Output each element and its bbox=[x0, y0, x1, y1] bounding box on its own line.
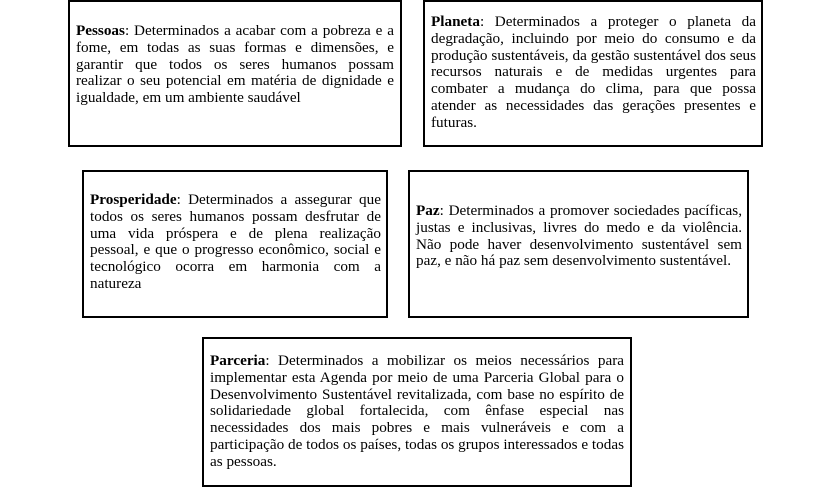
box-prosperidade-title: Prosperidade bbox=[90, 191, 177, 208]
box-pessoas-title: Pessoas bbox=[76, 22, 125, 39]
box-planeta-body: : Determinados a proteger o planeta da degradação, incluindo por meio do consumo e da produção sustentáveis, da gestão sustentável dos seus recursos naturais e de medidas urgentes para combater a mudança do clima, para que possa atender as necessidades das gerações presentes e futuras. bbox=[431, 13, 756, 131]
box-prosperidade-text bbox=[90, 192, 381, 293]
box-paz-text bbox=[416, 203, 742, 270]
box-paz-title: Paz bbox=[416, 202, 440, 219]
box-paz-body: : Determinados a promover sociedades pacíficas, justas e inclusivas, livres do medo e da violência. Não pode haver desenvolvimento sustentável sem paz, e não há paz sem desenvolvimento sustentável. bbox=[416, 202, 742, 270]
box-pessoas-body: : Determinados a acabar com a pobreza e a fome, em todas as suas formas e dimensões, e garantir que todos os seres humanos possam realizar o seu potencial em matéria de dignidade e igualdade, em um ambiente saudável bbox=[76, 22, 394, 107]
box-paz bbox=[408, 170, 749, 318]
box-parceria bbox=[202, 337, 632, 487]
box-pessoas bbox=[68, 0, 402, 147]
box-parceria-body: : Determinados a mobilizar os meios necessários para implementar esta Agenda por meio de uma Parceria Global para o Desenvolvimento Sustentável revitalizada, com base no espírito de solidariedade global fortalecida, com ênfase especial nas necessidades dos mais pobres e mais vulneráveis e com a participação de todos os países, todas os grupos interessados e todas as pessoas. bbox=[210, 352, 624, 470]
box-parceria-text bbox=[210, 353, 624, 471]
box-planeta-title: Planeta bbox=[431, 13, 480, 30]
box-parceria-title: Parceria bbox=[210, 352, 266, 369]
box-pessoas-text bbox=[76, 23, 394, 107]
box-prosperidade bbox=[82, 170, 388, 318]
box-planeta bbox=[423, 0, 763, 147]
box-prosperidade-body: : Determinados a assegurar que todos os seres humanos possam desfrutar de uma vida próspera e de plena realização pessoal, e que o progresso econômico, social e tecnológico ocorra em harmonia com a natureza bbox=[90, 191, 381, 292]
box-planeta-text bbox=[431, 14, 756, 132]
